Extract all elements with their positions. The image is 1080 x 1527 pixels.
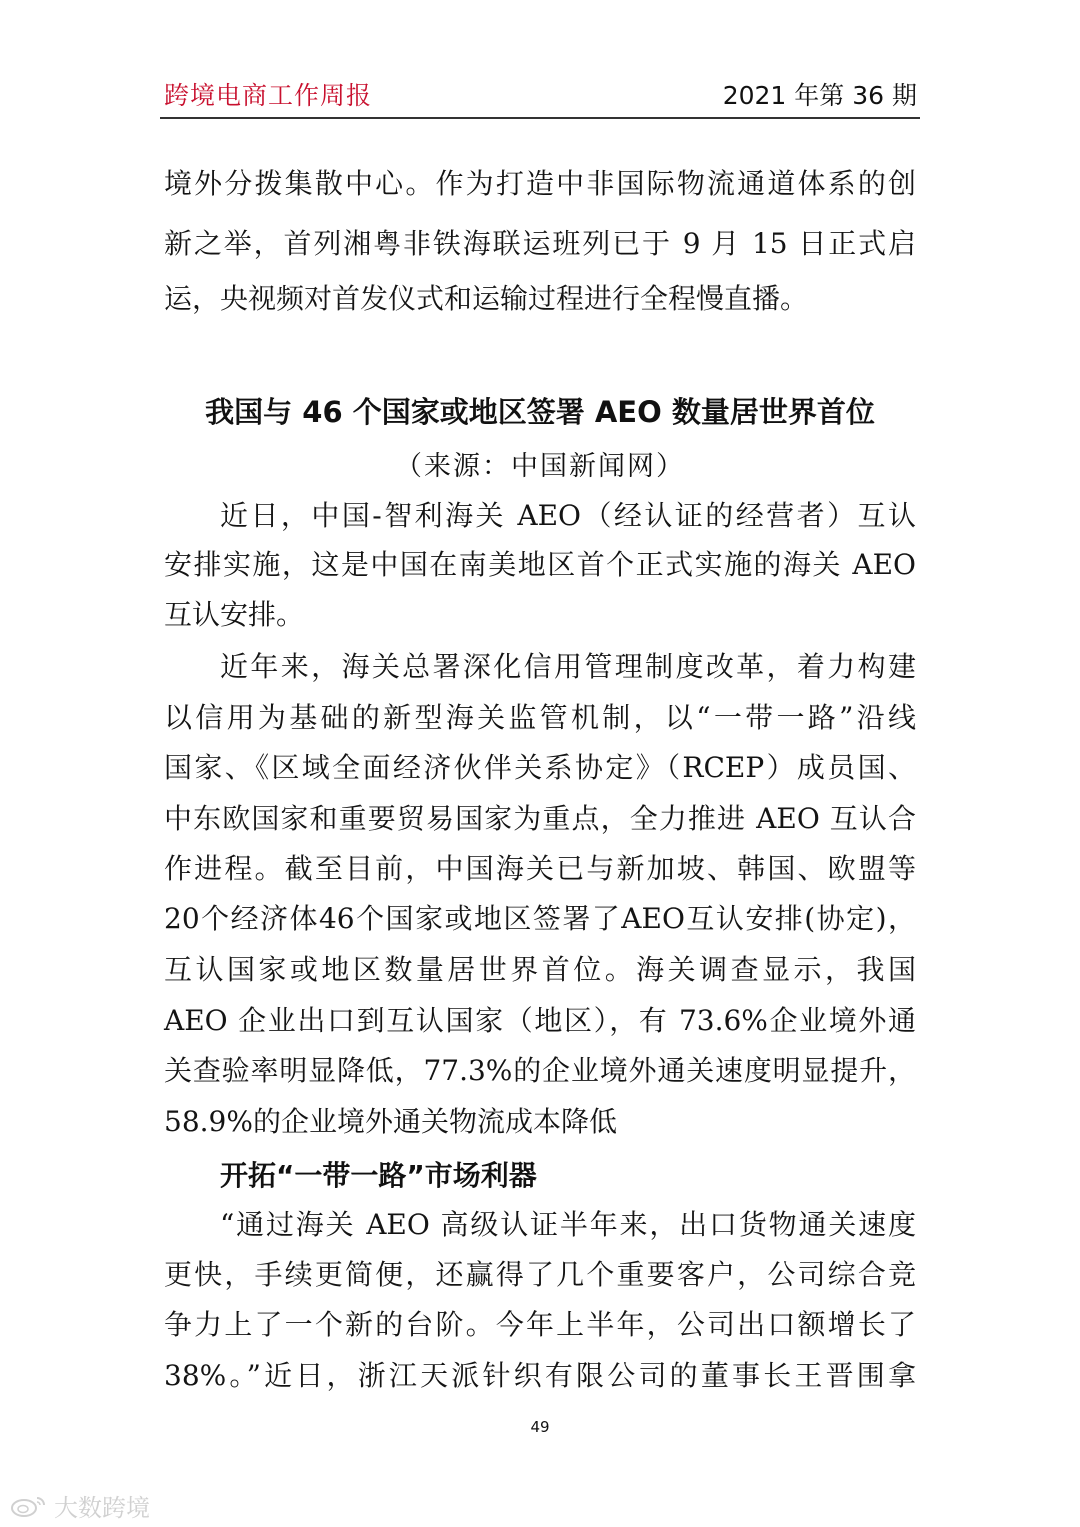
para3-line: 更快，手续更简便，还赢得了几个重要客户，公司综合竞: [164, 1258, 916, 1291]
para1-line: 近日，中国-智利海关 AEO（经认证的经营者）互认: [220, 499, 916, 532]
section-subheading: 开拓“一带一路”市场利器: [220, 1159, 537, 1192]
publication-title: 跨境电商工作周报: [164, 81, 373, 110]
intro-line: 新之举，首列湘粤非铁海联运班列已于 9 月 15 日正式启: [164, 227, 916, 260]
para2-line: 20个经济体46个国家或地区签署了AEO互认安排(协定)，: [164, 902, 916, 935]
para1-line: 安排实施，这是中国在南美地区首个正式实施的海关 AEO: [164, 548, 916, 581]
intro-line: 运，央视频对首发仪式和运输过程进行全程慢直播。: [164, 282, 809, 315]
para3-line: “通过海关 AEO 高级认证半年来，出口货物通关速度: [220, 1208, 916, 1241]
para1-line: 互认安排。: [164, 598, 305, 631]
para2-line: 近年来，海关总署深化信用管理制度改革，着力构建: [220, 650, 916, 683]
para2-line: 国家、《区域全面经济伙伴关系协定》（RCEP）成员国、: [164, 751, 916, 784]
issue-number: 2021 年第 36 期: [722, 81, 917, 110]
intro-line: 境外分拨集散中心。作为打造中非国际物流通道体系的创: [164, 167, 916, 200]
watermark-text: 大数跨境: [54, 1494, 150, 1522]
page-number: 49: [530, 1418, 550, 1436]
article-source: （来源：中国新闻网）: [395, 451, 685, 482]
para2-line: 关查验率明显降低，77.3%的企业境外通关速度明显提升，: [164, 1054, 916, 1087]
header-divider: [160, 117, 920, 119]
para2-line: 互认国家或地区数量居世界首位。海关调查显示，我国: [164, 953, 916, 986]
para2-line: 58.9%的企业境外通关物流成本降低: [164, 1105, 617, 1138]
watermark: [10, 1488, 150, 1523]
para3-line: 38%。”近日，浙江天派针织有限公司的董事长王晋围拿: [164, 1359, 916, 1392]
para3-line: 争力上了一个新的台阶。今年上半年，公司出口额增长了: [164, 1308, 916, 1341]
para2-line: 以信用为基础的新型海关监管机制，以“一带一路”沿线: [164, 701, 916, 734]
para2-line: 作进程。截至目前，中国海关已与新加坡、韩国、欧盟等: [164, 852, 916, 885]
weibo-logo-icon: [10, 1494, 48, 1518]
para2-line: 中东欧国家和重要贸易国家为重点，全力推进 AEO 互认合: [164, 802, 916, 835]
para2-line: AEO 企业出口到互认国家（地区），有 73.6%企业境外通: [164, 1004, 916, 1037]
article-title: 我国与 46 个国家或地区签署 AEO 数量居世界首位: [205, 395, 875, 429]
